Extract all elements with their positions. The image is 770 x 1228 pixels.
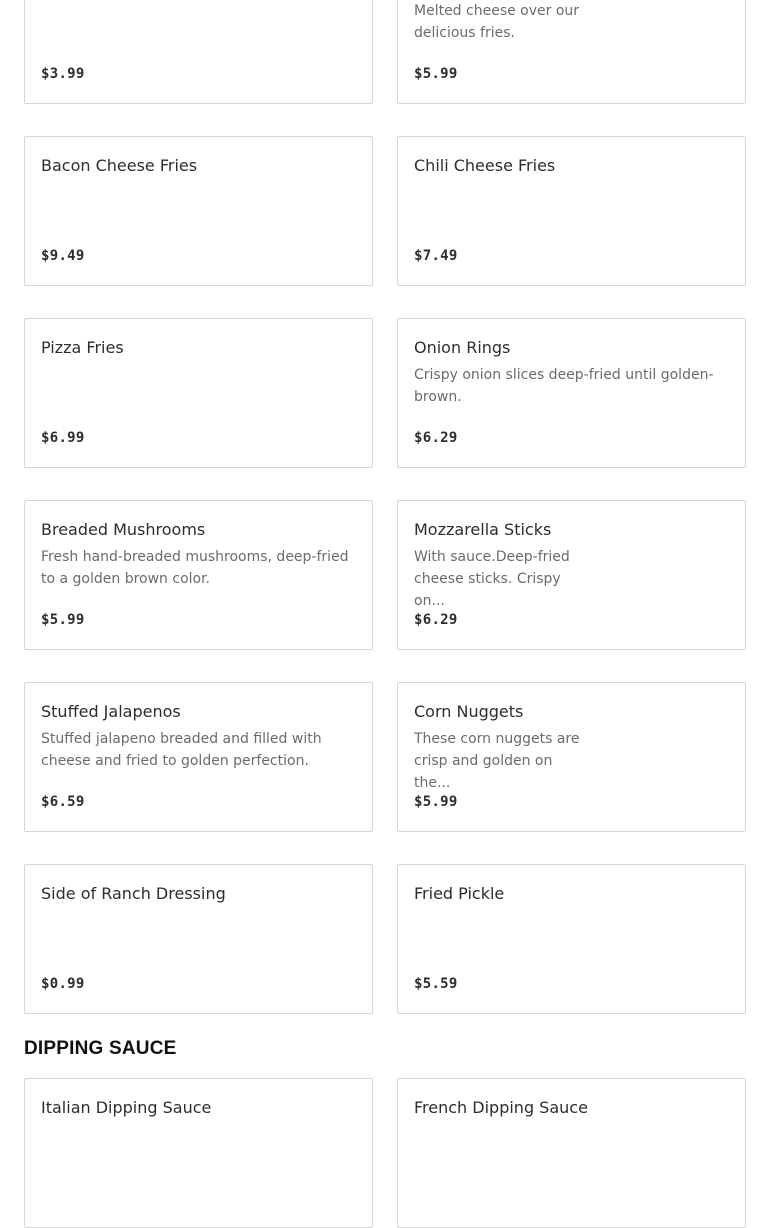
item-price: $5.59 — [414, 976, 458, 992]
menu-item-card[interactable] — [397, 682, 746, 832]
menu-item-card[interactable] — [24, 1078, 373, 1228]
item-price: $6.59 — [41, 794, 85, 810]
menu-item-card[interactable] — [24, 500, 373, 650]
menu-item-card[interactable] — [24, 318, 373, 468]
section-title-dipping-sauce: DIPPING SAUCE — [24, 1038, 177, 1059]
item-price: $5.99 — [414, 66, 458, 82]
item-name: Pizza Fries — [41, 338, 124, 357]
item-price: $5.99 — [41, 612, 85, 628]
item-description: Stuffed jalapeno breaded and filled with cheese and fried to golden perfection. — [41, 731, 322, 769]
item-price: $0.99 — [41, 976, 85, 992]
item-price: $5.99 — [414, 794, 458, 810]
menu-item-card[interactable] — [397, 136, 746, 286]
menu-item-card[interactable] — [397, 500, 746, 650]
item-description: Fresh hand-breaded mushrooms, deep-fried to a golden brown color. — [41, 549, 349, 587]
menu-item-card[interactable] — [397, 864, 746, 1014]
item-price: $7.49 — [414, 248, 458, 264]
menu-item-card[interactable] — [397, 1078, 746, 1228]
item-description: Melted cheese over our delicious fries. — [414, 3, 580, 41]
item-name: Bacon Cheese Fries — [41, 156, 198, 175]
menu-item-card[interactable] — [24, 136, 373, 286]
menu-item-card[interactable] — [24, 0, 373, 104]
item-price: $6.99 — [41, 430, 85, 446]
item-price: $9.49 — [41, 248, 85, 264]
menu-item-card[interactable] — [397, 0, 746, 104]
menu-item-card[interactable] — [24, 864, 373, 1014]
menu-item-card[interactable] — [24, 682, 373, 832]
item-name: Corn Nuggets — [414, 702, 524, 721]
item-name: Mozzarella Sticks — [414, 520, 552, 539]
item-name: Chili Cheese Fries — [414, 156, 556, 175]
item-price: $6.29 — [414, 612, 458, 628]
item-name: Onion Rings — [414, 338, 511, 357]
item-name: Breaded Mushrooms — [41, 520, 206, 539]
item-name: Italian Dipping Sauce — [41, 1098, 212, 1117]
item-name: French Dipping Sauce — [414, 1098, 588, 1117]
item-name: Stuffed Jalapenos — [41, 702, 181, 721]
item-name: Side of Ranch Dressing — [41, 884, 226, 903]
item-price: $6.29 — [414, 430, 458, 446]
item-name: Fried Pickle — [414, 884, 505, 903]
item-description: With sauce.Deep-fried cheese sticks. Crispy on... — [414, 549, 570, 609]
item-price: $3.99 — [41, 66, 85, 82]
menu-item-card[interactable] — [397, 318, 746, 468]
item-description: These corn nuggets are crisp and golden on the... — [414, 731, 580, 791]
item-description: Crispy onion slices deep-fried until golden-brown. — [414, 367, 714, 405]
